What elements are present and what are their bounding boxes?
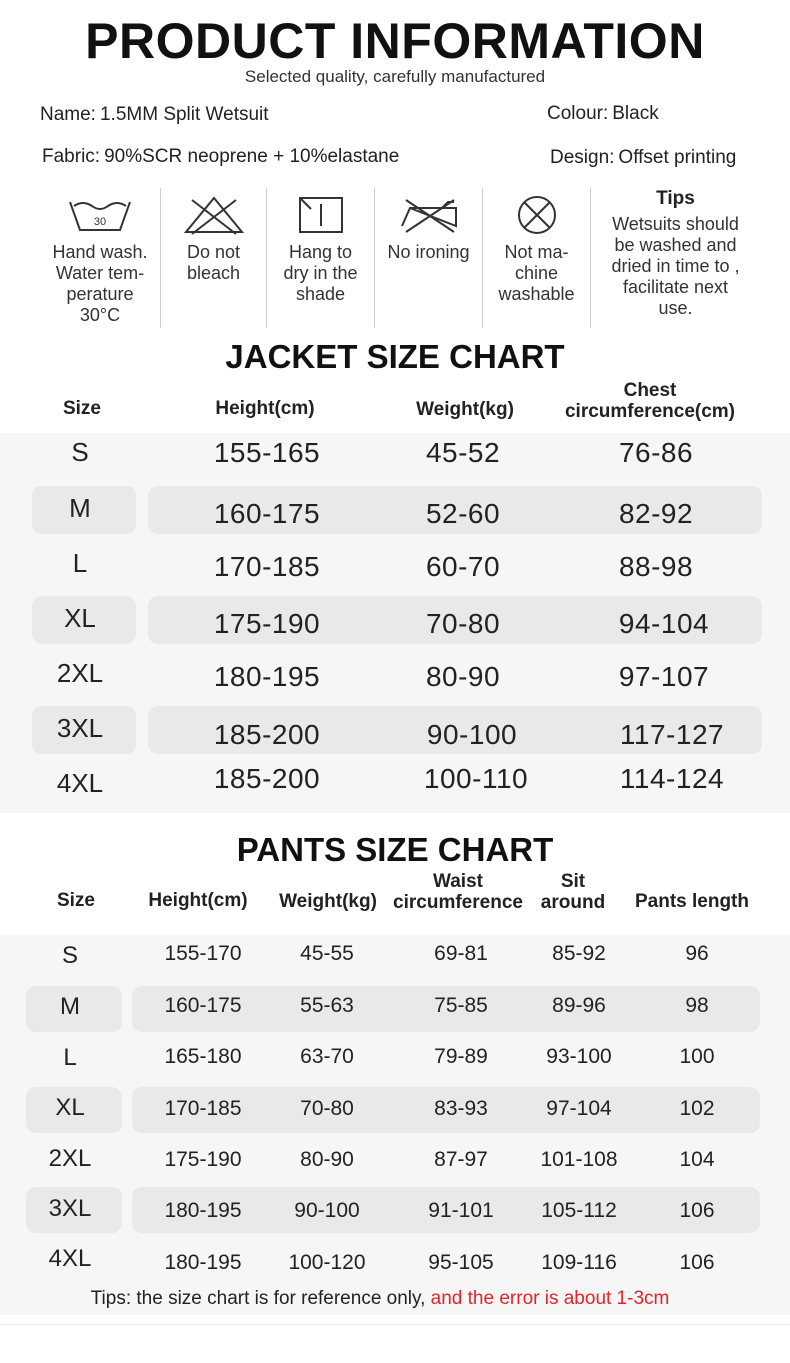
bottom-divider — [0, 1324, 790, 1325]
pants-cell-sit-around: 89-96 — [552, 994, 606, 1017]
care-text-hand-wash: Hand wash. Water tem- perature 30°C — [52, 242, 148, 325]
pants-cell-height: 170-185 — [164, 1097, 242, 1120]
jacket-cell-size: 4XL — [56, 768, 104, 798]
colour-value: Black — [612, 103, 659, 124]
pants-cell-length: 106 — [679, 1251, 715, 1274]
pants-cell-sit-around: 93-100 — [546, 1045, 612, 1068]
pants-cell-weight: 55-63 — [300, 994, 354, 1017]
pants-cell-weight: 100-120 — [288, 1251, 366, 1274]
name-value: 1.5MM Split Wetsuit — [99, 104, 269, 125]
care-item-no-bleach — [160, 188, 266, 328]
page-title: PRODUCT INFORMATION — [85, 13, 705, 69]
pants-cell-sit-around: 101-108 — [540, 1148, 618, 1171]
pants-cell-height: 155-170 — [164, 942, 242, 965]
pants-chart-title: PANTS SIZE CHART — [236, 831, 554, 868]
hang-dry-shade-icon — [297, 194, 345, 236]
jacket-cell-weight: 100-110 — [423, 763, 529, 794]
jacket-cell-weight: 80-90 — [425, 661, 501, 692]
pants-cell-sit-around: 105-112 — [541, 1199, 617, 1222]
fabric-value: 90%SCR neoprene + 10%elastane — [104, 146, 400, 167]
care-item-no-machine-wash — [482, 188, 590, 328]
pants-header-size: Size — [56, 890, 96, 911]
page-subtitle: Selected quality, carefully manufactured — [244, 67, 546, 86]
pants-cell-waist: 91-101 — [428, 1199, 494, 1222]
product-design — [550, 147, 736, 169]
jacket-chart-title: JACKET SIZE CHART — [225, 338, 565, 375]
jacket-cell-height: 155-165 — [213, 437, 321, 468]
name-label: Name: — [40, 104, 96, 125]
pants-cell-waist: 79-89 — [434, 1045, 488, 1068]
pants-cell-weight: 90-100 — [294, 1199, 360, 1222]
pants-header-length: Pants length — [634, 891, 749, 912]
pants-cell-size: 3XL — [48, 1195, 92, 1222]
jacket-header-height: Height(cm) — [215, 398, 315, 419]
jacket-header-size: Size — [62, 398, 102, 419]
pants-cell-size: XL — [55, 1094, 85, 1121]
pants-cell-waist: 83-93 — [434, 1097, 488, 1120]
pants-cell-height: 180-195 — [164, 1199, 242, 1222]
jacket-cell-height: 175-190 — [213, 608, 321, 639]
pants-cell-length: 102 — [679, 1097, 715, 1120]
jacket-cell-size: L — [72, 548, 88, 578]
care-item-hand-wash — [40, 188, 160, 328]
pants-cell-height: 165-180 — [164, 1045, 242, 1068]
pants-cell-size: 4XL — [48, 1245, 92, 1272]
care-item-hang-dry — [266, 188, 374, 328]
pants-cell-sit-around: 85-92 — [552, 942, 606, 965]
jacket-header-chest: Chest circumference(cm) — [564, 380, 736, 422]
jacket-cell-size: XL — [64, 603, 96, 633]
care-item-no-ironing — [374, 188, 482, 328]
pants-cell-weight: 70-80 — [300, 1097, 354, 1120]
pants-cell-length: 96 — [685, 942, 709, 965]
colour-label: Colour: — [547, 103, 609, 124]
pants-cell-size: 2XL — [48, 1145, 92, 1172]
jacket-cell-height: 185-200 — [213, 719, 321, 750]
tips-text: Wetsuits should be washed and dried in time to , facilitate next use. — [611, 214, 740, 318]
care-text-no-bleach: Do not bleach — [186, 242, 241, 283]
pants-cell-length: 98 — [685, 994, 709, 1017]
jacket-header-weight: Weight(kg) — [416, 399, 514, 420]
care-instructions — [40, 188, 760, 328]
pants-header-waist: Waist circumference — [393, 871, 523, 913]
care-text-no-ironing: No ironing — [387, 242, 470, 262]
tips-title: Tips — [656, 188, 695, 209]
jacket-cell-weight: 52-60 — [425, 498, 501, 529]
footnote-highlight: and the error is about 1-3cm — [430, 1288, 670, 1309]
product-fabric — [42, 146, 399, 168]
product-colour — [547, 103, 659, 125]
fabric-label: Fabric: — [42, 146, 101, 167]
pants-cell-weight: 80-90 — [300, 1148, 354, 1171]
pants-cell-waist: 95-105 — [428, 1251, 494, 1274]
hand-wash-icon — [66, 194, 134, 236]
pants-cell-size: L — [63, 1044, 77, 1071]
pants-cell-length: 104 — [679, 1148, 715, 1171]
care-text-no-machine-wash: Not ma- chine washable — [498, 242, 575, 304]
pants-cell-length: 106 — [679, 1199, 715, 1222]
design-value: Offset printing — [618, 147, 737, 168]
jacket-cell-size: S — [71, 437, 89, 467]
pants-cell-sit-around: 109-116 — [541, 1251, 617, 1274]
no-ironing-icon — [398, 194, 460, 236]
jacket-cell-size: 2XL — [56, 658, 104, 688]
jacket-cell-chest: 114-124 — [619, 763, 725, 794]
pants-cell-height: 180-195 — [164, 1251, 242, 1274]
pants-cell-weight: 45-55 — [300, 942, 354, 965]
design-label: Design: — [550, 147, 615, 168]
no-machine-wash-icon — [514, 194, 560, 236]
pants-cell-weight: 63-70 — [300, 1045, 354, 1068]
jacket-cell-chest: 76-86 — [618, 437, 694, 468]
jacket-cell-size: 3XL — [56, 713, 104, 743]
jacket-cell-chest: 88-98 — [618, 551, 694, 582]
care-text-hang-dry: Hang to dry in the shade — [283, 242, 358, 304]
pants-cell-height: 175-190 — [164, 1148, 242, 1171]
jacket-cell-chest: 97-107 — [618, 661, 710, 692]
pants-cell-height: 160-175 — [164, 994, 242, 1017]
pants-header-height: Height(cm) — [148, 890, 248, 911]
jacket-cell-weight: 90-100 — [426, 719, 518, 750]
pants-cell-size: M — [60, 993, 80, 1020]
pants-cell-size: S — [61, 942, 78, 969]
jacket-cell-chest: 94-104 — [618, 608, 710, 639]
jacket-cell-size: M — [69, 493, 91, 523]
size-chart-footnote — [0, 1288, 760, 1310]
pants-cell-waist: 69-81 — [434, 942, 488, 965]
pants-cell-sit-around: 97-104 — [546, 1097, 612, 1120]
pants-cell-waist: 87-97 — [434, 1148, 488, 1171]
pants-header-weight: Weight(kg) — [279, 891, 377, 912]
jacket-cell-weight: 70-80 — [425, 608, 501, 639]
jacket-cell-height: 160-175 — [213, 498, 321, 529]
pants-cell-waist: 75-85 — [434, 994, 488, 1017]
product-name — [40, 104, 269, 126]
jacket-cell-weight: 45-52 — [425, 437, 501, 468]
care-tips — [590, 188, 760, 328]
jacket-cell-height: 180-195 — [213, 661, 321, 692]
jacket-cell-height: 185-200 — [213, 763, 321, 794]
jacket-cell-height: 170-185 — [213, 551, 321, 582]
no-bleach-icon — [182, 194, 246, 236]
pants-header-sit-around: Sit around — [540, 871, 606, 913]
footnote-text: Tips: the size chart is for reference only, — [90, 1288, 431, 1309]
jacket-cell-chest: 117-127 — [619, 719, 725, 750]
jacket-cell-chest: 82-92 — [618, 498, 694, 529]
hand-wash-temp: 30 — [93, 216, 107, 228]
pants-cell-length: 100 — [679, 1045, 715, 1068]
jacket-cell-weight: 60-70 — [425, 551, 501, 582]
